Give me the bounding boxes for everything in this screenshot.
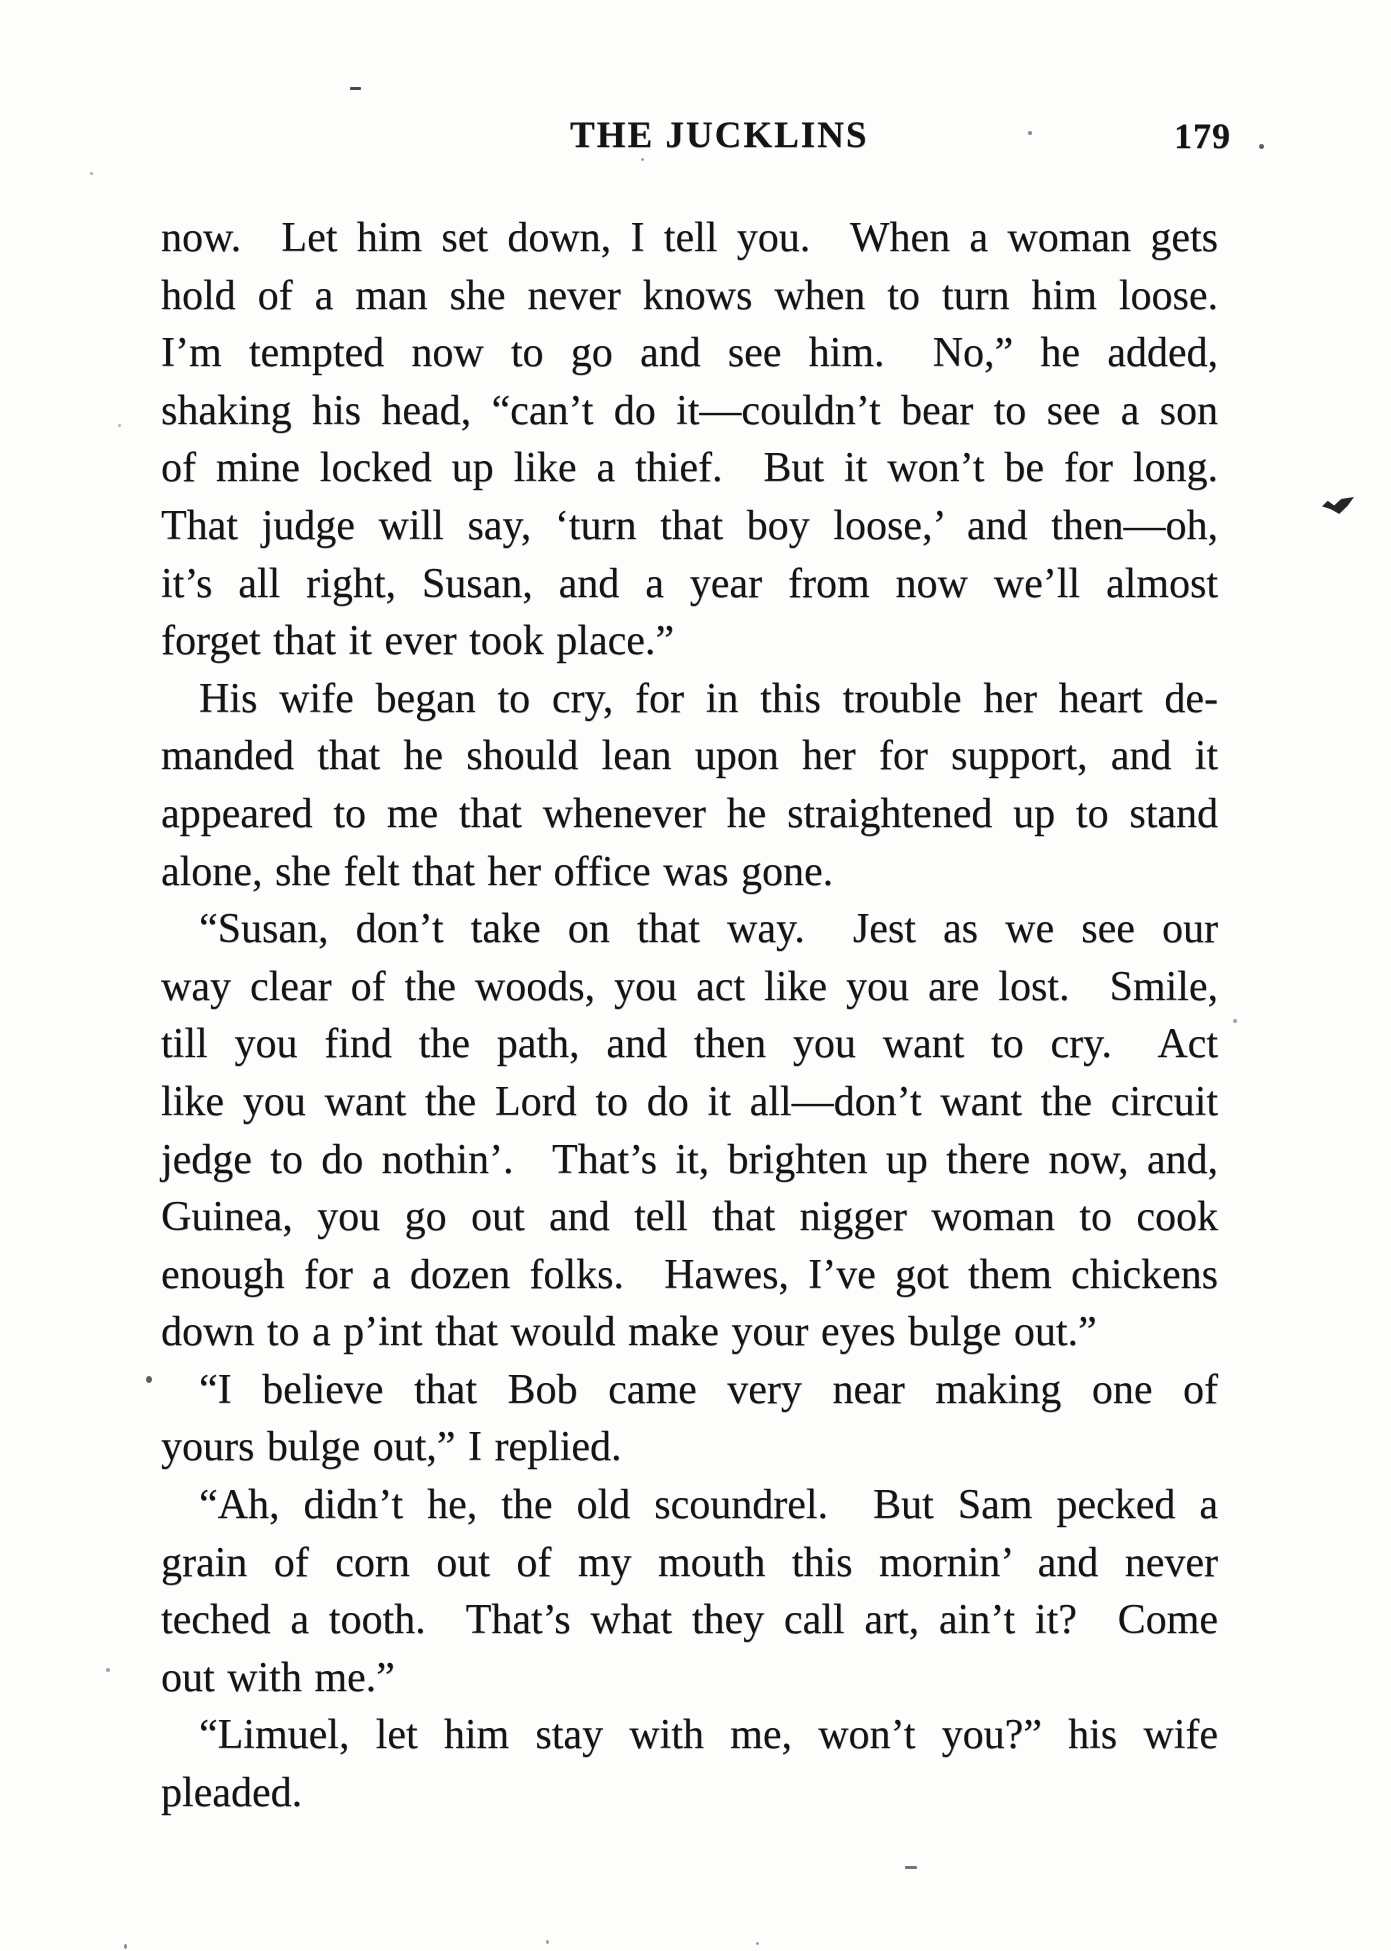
page-body-text	[161, 210, 1218, 1823]
text-line: grain of corn out of my mouth this mornin’ and never	[161, 1539, 1218, 1586]
text-line: out with me.”	[161, 1654, 395, 1701]
text-line: it’s all right, Susan, and a year from now we’ll almost	[161, 560, 1218, 607]
text-line: forget that it ever took place.”	[161, 618, 675, 665]
scan-dot	[124, 1944, 127, 1949]
text-line: manded that he should lean upon her for support, and it	[161, 733, 1218, 780]
text-line: of mine locked up like a thief. But it won’t be for long.	[161, 445, 1218, 492]
running-title: THE JUCKLINS	[570, 115, 869, 156]
text-line: alone, she felt that her office was gone.	[161, 848, 834, 895]
text-line: teched a tooth. That’s what they call art, ain’t it? Come	[161, 1597, 1218, 1644]
scan-dot	[118, 424, 121, 427]
text-line: “Limuel, let him stay with me, won’t you?” his wife	[199, 1712, 1218, 1759]
text-line: till you find the path, and then you want to cry. Act	[161, 1021, 1218, 1068]
text-line: now. Let him set down, I tell you. When a woman gets	[161, 215, 1218, 261]
scan-dot	[756, 1942, 759, 1945]
text-line: shaking his head, “can’t do it—couldn’t bear to see a son	[161, 387, 1218, 434]
scan-dot	[90, 172, 93, 175]
page-header	[160, 114, 1233, 160]
text-line: “I believe that Bob came very near making one of	[199, 1366, 1218, 1413]
text-line: I’m tempted now to go and see him. No,” he added,	[161, 330, 1218, 377]
text-line: down to a p’int that would make your eyes bulge out.”	[161, 1309, 1097, 1356]
text-line: “Ah, didn’t he, the old scoundrel. But Sam pecked a	[199, 1482, 1218, 1529]
scan-dot	[641, 158, 644, 161]
scan-dot	[1233, 1019, 1237, 1023]
text-line: jedge to do nothin’. That’s it, brighten up there now, and,	[161, 1136, 1218, 1183]
text-line: pleaded.	[161, 1770, 303, 1817]
text-line: yours bulge out,” I replied.	[161, 1424, 622, 1471]
scan-dot	[1028, 131, 1032, 135]
scan-dot	[546, 1940, 549, 1944]
scan-dash	[905, 1866, 917, 1869]
scan-dash	[350, 87, 361, 90]
scan-dot	[146, 1376, 152, 1383]
scan-dot	[1259, 144, 1264, 149]
scan-blob	[1322, 497, 1354, 514]
text-line: enough for a dozen folks. Hawes, I’ve got them chickens	[161, 1251, 1218, 1298]
text-line: hold of a man she never knows when to turn him loose.	[161, 272, 1218, 319]
text-line: “Susan, don’t take on that way. Jest as we see our	[199, 906, 1218, 953]
text-line: His wife began to cry, for in this trouble her heart de-	[199, 675, 1218, 722]
text-line: way clear of the woods, you act like you are lost. Smile,	[161, 963, 1218, 1010]
scan-dot	[106, 1668, 110, 1672]
text-line: like you want the Lord to do it all—don’t want the circuit	[161, 1078, 1218, 1125]
text-line: appeared to me that whenever he straightened up to stand	[161, 790, 1218, 837]
text-line: That judge will say, ‘turn that boy loose,’ and then—oh,	[161, 502, 1218, 549]
page-number: 179	[1174, 116, 1231, 156]
text-line: Guinea, you go out and tell that nigger woman to cook	[161, 1194, 1218, 1241]
